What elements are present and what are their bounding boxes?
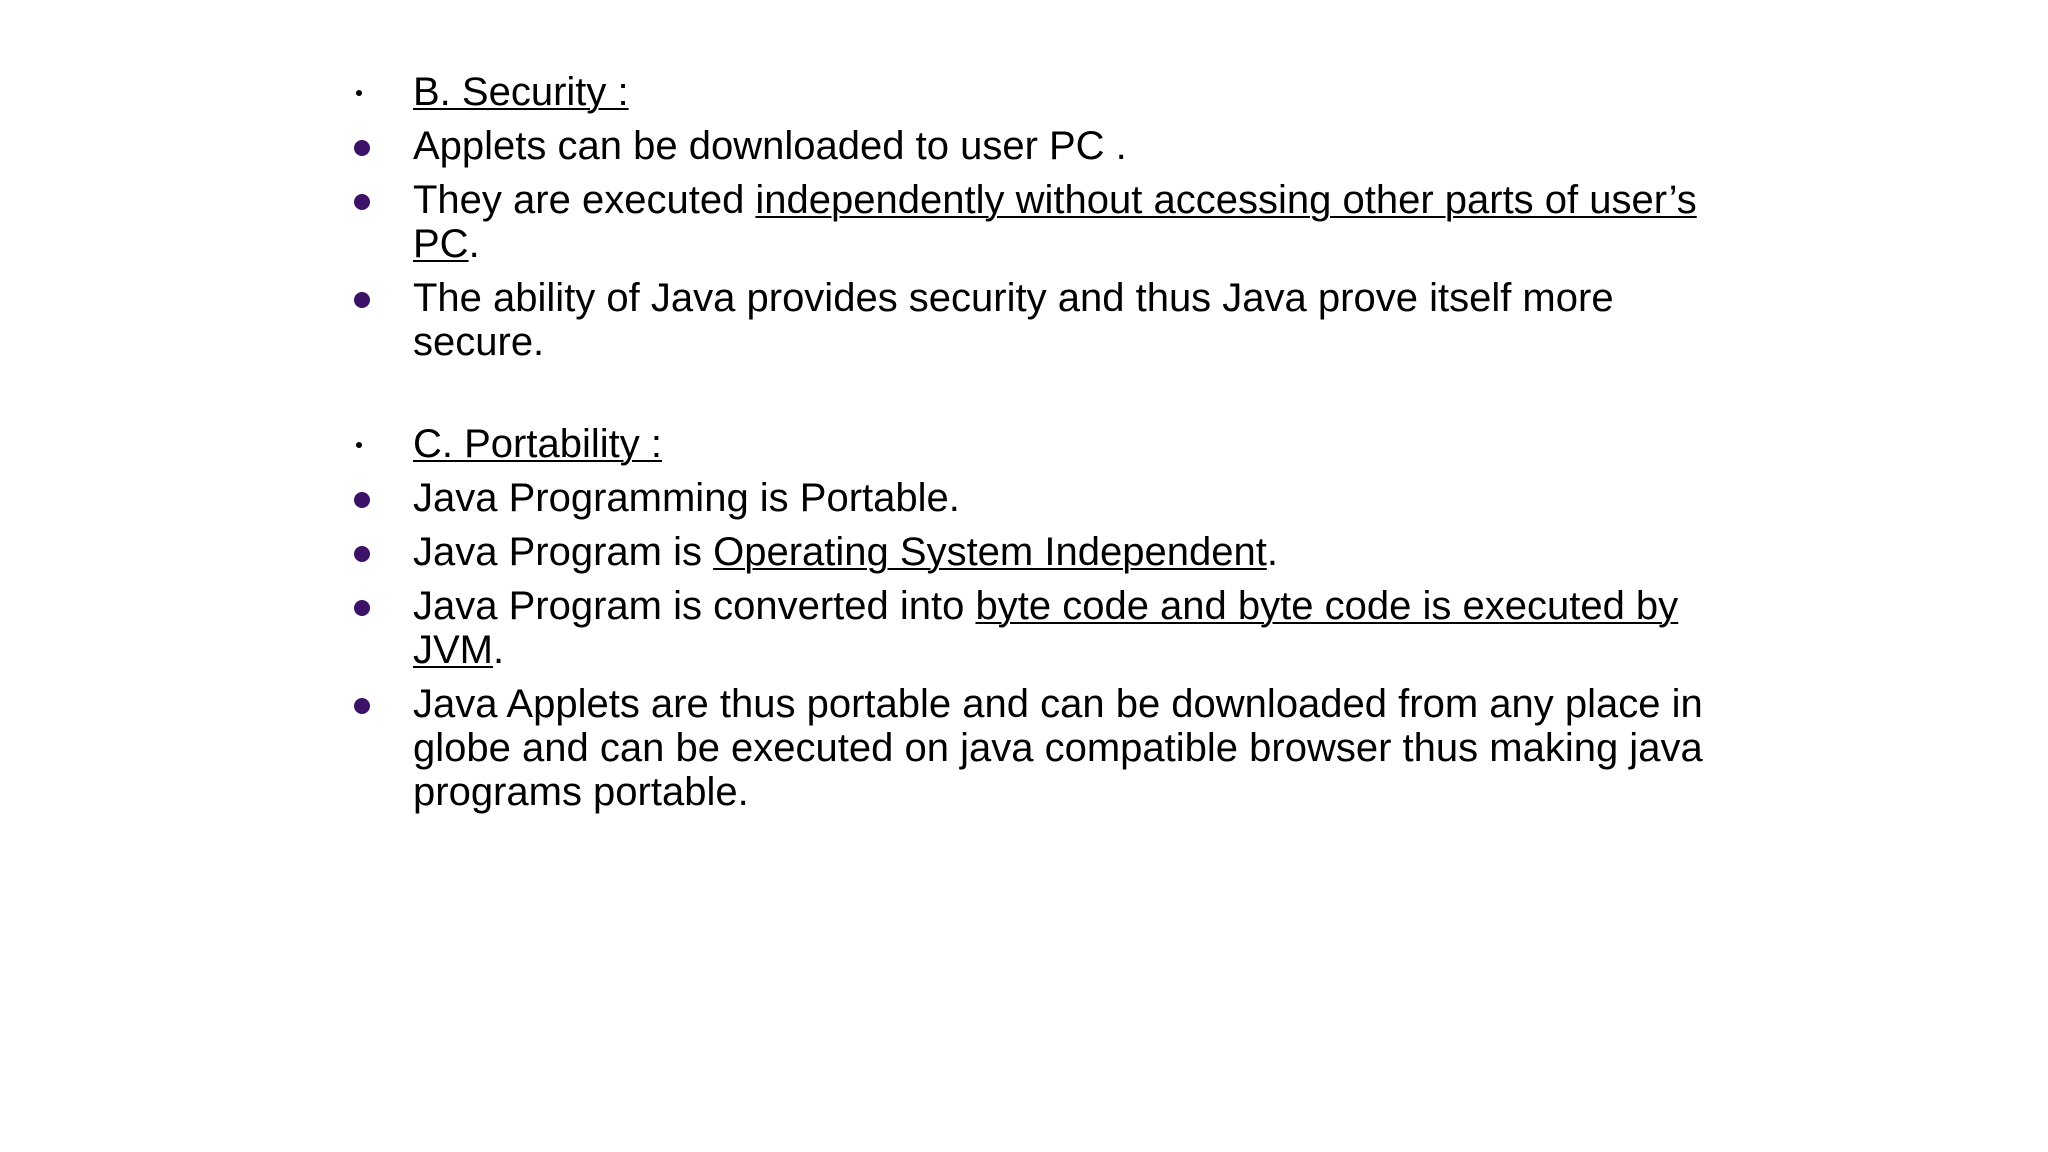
- bullet-text: Java Programming is Portable.: [413, 476, 960, 520]
- bullet-text: Applets can be downloaded to user PC .: [413, 124, 1127, 168]
- bullet-text: They are executed: [413, 178, 756, 222]
- security-bullet-1: [352, 124, 1732, 168]
- portability-bullet-4: [352, 682, 1732, 814]
- bullet-text: The ability of Java provides security and thus Java prove itself more secure.: [413, 276, 1614, 364]
- portability-bullet-1: [352, 476, 1732, 520]
- portability-bullet-2: [352, 530, 1732, 574]
- bullet-text: Java Program is: [413, 530, 714, 574]
- bullet-icon: [352, 476, 382, 520]
- bullet-list: [352, 70, 1732, 824]
- portability-heading: C. Portability :: [413, 422, 662, 466]
- bullet-text: .: [493, 628, 505, 672]
- bullet-text: Java Program is converted into: [413, 584, 976, 628]
- bullet-icon: [352, 178, 382, 222]
- bullet-icon: [352, 276, 382, 320]
- bullet-text: Java Applets are thus portable and can be downloaded from any place in globe and can be executed on java compatible browser thus making java programs portable.: [413, 682, 1703, 814]
- section-spacer: [352, 374, 1732, 422]
- portability-bullet-3: [352, 584, 1732, 672]
- security-bullet-3: [352, 276, 1732, 364]
- bullet-underlined-text: independently without accessing other parts of user’s PC: [413, 178, 1697, 266]
- security-heading: B. Security :: [413, 70, 629, 114]
- portability-heading-item: [352, 422, 1732, 466]
- bullet-text: .: [468, 222, 480, 266]
- bullet-underlined-text: byte code and byte code is executed by JVM: [413, 584, 1679, 672]
- bullet-icon: [352, 124, 382, 168]
- bullet-text: .: [1266, 530, 1278, 574]
- bullet-icon: [352, 682, 382, 726]
- security-heading-item: [352, 70, 1732, 114]
- bullet-icon: [352, 530, 382, 574]
- security-bullet-2: [352, 178, 1732, 266]
- small-bullet-icon: [352, 422, 382, 466]
- bullet-icon: [352, 584, 382, 628]
- bullet-underlined-text: Operating System Independent: [713, 530, 1267, 574]
- small-bullet-icon: [352, 70, 382, 114]
